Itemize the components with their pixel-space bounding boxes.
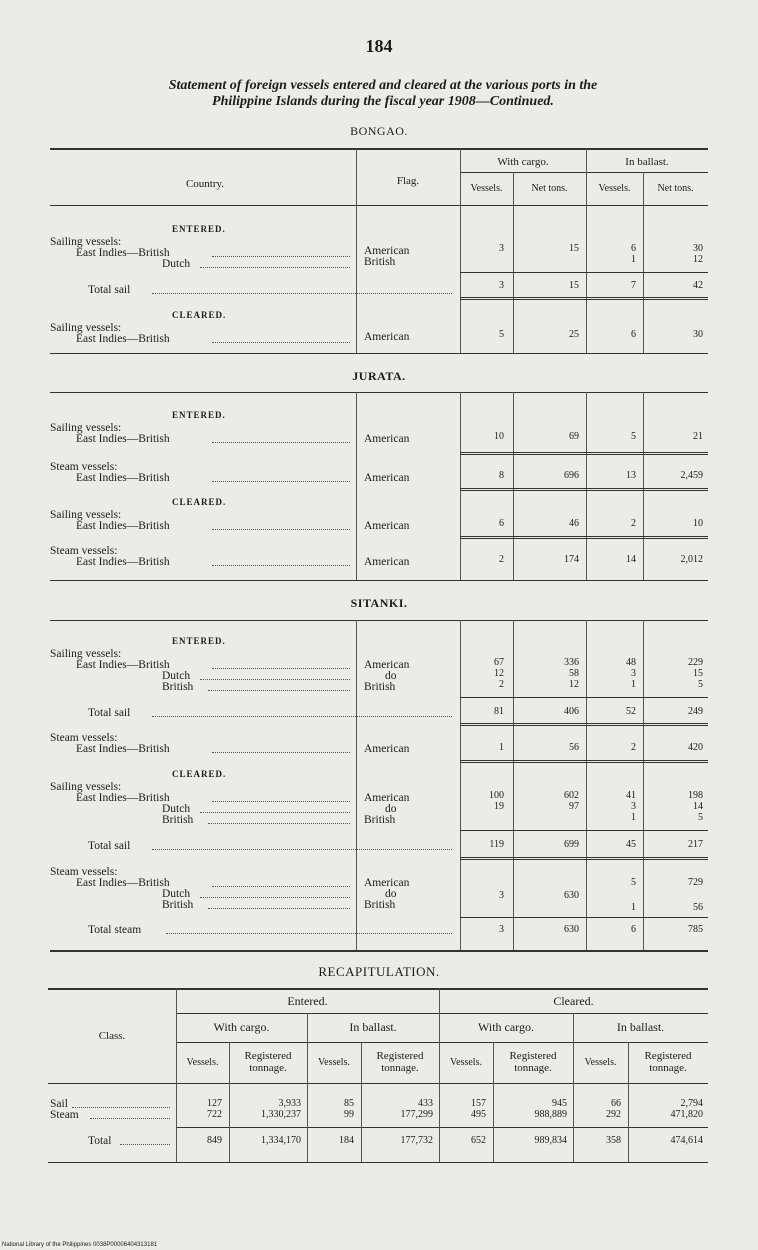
data-cell: 58 — [569, 668, 579, 679]
table-rule — [50, 392, 708, 393]
row-label-total: Total — [88, 1135, 112, 1147]
section-heading-sitanki: SITANKI. — [350, 596, 408, 610]
data-cell: 67 — [494, 657, 504, 668]
section-heading-bongao: BONGAO. — [350, 124, 408, 138]
data-cell: 729 — [688, 877, 703, 888]
header-with-cargo: With cargo. — [478, 1020, 534, 1034]
leader-dots — [90, 1118, 170, 1119]
data-cell: 56 — [693, 902, 703, 913]
data-cell: 30 — [693, 329, 703, 340]
leader-dots — [212, 256, 350, 257]
data-cell: 1 — [631, 679, 636, 690]
data-cell: 21 — [693, 431, 703, 442]
row-label: Sailing vessels: — [50, 509, 122, 521]
header-vessels: Vessels. — [470, 183, 503, 194]
data-cell: 12 — [693, 254, 703, 265]
header-cleared: Cleared. — [553, 994, 594, 1008]
leader-dots — [208, 823, 350, 824]
leader-dots — [212, 886, 350, 887]
data-cell: 1,330,237 — [261, 1109, 301, 1120]
data-cell: 3 — [499, 243, 504, 254]
row-label: East Indies—British — [76, 743, 170, 755]
subheading-entered: ENTERED. — [172, 410, 226, 420]
data-cell: 249 — [688, 706, 703, 717]
data-cell: 13 — [626, 470, 636, 481]
table-rule — [460, 830, 708, 831]
data-cell: 52 — [626, 706, 636, 717]
data-cell: 12 — [569, 679, 579, 690]
leader-dots — [212, 668, 350, 669]
leader-dots — [200, 679, 350, 680]
column-divider — [460, 392, 461, 580]
column-divider — [356, 392, 357, 580]
data-cell: 46 — [569, 518, 579, 529]
data-cell: 2 — [499, 679, 504, 690]
data-cell: 198 — [688, 790, 703, 801]
data-cell: 10 — [494, 431, 504, 442]
header-registered-tonnage — [493, 1050, 573, 1074]
header-vessels: Vessels. — [584, 1057, 617, 1068]
table-rule — [460, 723, 708, 726]
header-line: tonnage. — [514, 1062, 552, 1074]
data-cell: 3 — [499, 890, 504, 901]
row-label: Sailing vessels: — [50, 648, 122, 660]
row-label: Steam vessels: — [50, 732, 118, 744]
header-line: tonnage. — [649, 1062, 687, 1074]
row-label-sail: Sail — [50, 1098, 68, 1110]
table-rule — [460, 536, 708, 539]
header-class: Class. — [98, 1030, 126, 1042]
data-cell: 5 — [631, 877, 636, 888]
data-cell: 8 — [499, 470, 504, 481]
table-rule — [50, 620, 708, 621]
flag-cell: American — [364, 472, 410, 484]
table-rule — [460, 760, 708, 763]
data-cell: 406 — [564, 706, 579, 717]
data-cell: 56 — [569, 742, 579, 753]
data-cell: 69 — [569, 431, 579, 442]
table-rule — [50, 580, 708, 581]
header-vessels: Vessels. — [186, 1057, 219, 1068]
header-with-cargo: With cargo. — [213, 1020, 270, 1034]
header-registered-tonnage — [628, 1050, 708, 1074]
data-cell: 30 — [693, 243, 703, 254]
leader-dots — [212, 481, 350, 482]
data-cell: 1,334,170 — [261, 1135, 301, 1146]
row-label: Sailing vessels: — [50, 322, 122, 334]
data-cell: 5 — [631, 431, 636, 442]
data-cell: 1 — [499, 742, 504, 753]
flag-cell: do — [385, 670, 397, 682]
data-cell: 849 — [207, 1135, 222, 1146]
row-label: Steam vessels: — [50, 545, 118, 557]
flag-cell: American — [364, 743, 410, 755]
row-label: Steam vessels: — [50, 866, 118, 878]
page-number: 184 — [365, 36, 393, 56]
table-rule — [50, 148, 708, 150]
leader-dots — [200, 897, 350, 898]
row-label-steam: Steam — [50, 1109, 79, 1121]
subheading-cleared: CLEARED. — [172, 310, 227, 320]
data-cell: 474,614 — [670, 1135, 703, 1146]
row-label: East Indies—British — [76, 877, 170, 889]
data-cell: 292 — [606, 1109, 621, 1120]
flag-cell: British — [364, 899, 396, 911]
data-cell: 6 — [499, 518, 504, 529]
data-cell: 15 — [569, 243, 579, 254]
data-cell: 2,012 — [680, 554, 703, 565]
header-vessels: Vessels. — [598, 183, 631, 194]
row-label: East Indies—British — [76, 792, 170, 804]
subheading-cleared: CLEARED. — [172, 497, 227, 507]
data-cell: 85 — [344, 1098, 354, 1109]
data-cell: 19 — [494, 801, 504, 812]
leader-dots — [212, 342, 350, 343]
header-in-ballast: In ballast. — [349, 1020, 397, 1034]
leader-dots — [212, 801, 350, 802]
leader-dots — [212, 442, 350, 443]
header-line: Registered — [509, 1050, 557, 1062]
data-cell: 127 — [207, 1098, 222, 1109]
table-rule — [50, 353, 708, 354]
scan-footer: National Library of the Philippines 0038P00006404313181 — [2, 1242, 158, 1248]
data-cell: 5 — [698, 812, 703, 823]
data-cell: 2 — [631, 742, 636, 753]
flag-cell: British — [364, 681, 396, 693]
header-registered-tonnage — [229, 1050, 307, 1074]
data-cell: 48 — [626, 657, 636, 668]
data-cell: 6 — [631, 243, 636, 254]
data-cell: 15 — [693, 668, 703, 679]
leader-dots — [200, 267, 350, 268]
column-divider — [513, 172, 514, 353]
data-cell: 2 — [631, 518, 636, 529]
flag-cell: American — [364, 520, 410, 532]
data-cell: 14 — [626, 554, 636, 565]
section-heading-jurata: JURATA. — [352, 369, 406, 383]
total-label: Total steam — [88, 924, 142, 936]
data-cell: 785 — [688, 924, 703, 935]
data-cell: 177,732 — [400, 1135, 433, 1146]
data-cell: 630 — [564, 890, 579, 901]
data-cell: 722 — [207, 1109, 222, 1120]
leader-dots — [72, 1107, 170, 1108]
data-cell: 157 — [471, 1098, 486, 1109]
table-rule — [176, 1013, 708, 1014]
row-label: East Indies—British — [76, 333, 170, 345]
subheading-entered: ENTERED. — [172, 636, 226, 646]
row-label: Dutch — [162, 888, 191, 900]
data-cell: 99 — [344, 1109, 354, 1120]
header-net-tons: Net tons. — [531, 183, 568, 194]
data-cell: 119 — [489, 839, 504, 850]
leader-dots — [120, 1144, 170, 1145]
data-cell: 3 — [631, 668, 636, 679]
column-divider — [356, 620, 357, 950]
data-cell: 42 — [693, 280, 703, 291]
flag-cell: American — [364, 556, 410, 568]
row-label: Sailing vessels: — [50, 236, 122, 248]
data-cell: 12 — [494, 668, 504, 679]
data-cell: 6 — [631, 329, 636, 340]
table-rule — [460, 917, 708, 918]
data-cell: 336 — [564, 657, 579, 668]
header-vessels: Vessels. — [318, 1057, 350, 1068]
leader-dots — [212, 565, 350, 566]
column-divider — [643, 392, 644, 580]
data-cell: 5 — [499, 329, 504, 340]
row-label: East Indies—British — [76, 247, 170, 259]
data-cell: 3 — [499, 280, 504, 291]
data-cell: 3 — [499, 924, 504, 935]
leader-dots — [152, 849, 452, 850]
row-label: East Indies—British — [76, 472, 170, 484]
data-cell: 14 — [693, 801, 703, 812]
table-rule — [460, 272, 708, 273]
data-cell: 2,459 — [680, 470, 703, 481]
leader-dots — [212, 752, 350, 753]
leader-dots — [166, 933, 452, 934]
data-cell: 1 — [631, 902, 636, 913]
row-label: Dutch — [162, 670, 191, 682]
data-cell: 433 — [418, 1098, 433, 1109]
table-rule — [48, 1083, 708, 1084]
data-cell: 10 — [693, 518, 703, 529]
header-line: tonnage. — [249, 1062, 287, 1074]
data-cell: 81 — [494, 706, 504, 717]
row-label: East Indies—British — [76, 433, 170, 445]
row-label: Sailing vessels: — [50, 781, 122, 793]
data-cell: 1 — [631, 254, 636, 265]
data-cell: 5 — [698, 679, 703, 690]
table-rule — [48, 1162, 708, 1163]
table-rule — [50, 950, 708, 952]
data-cell: 989,834 — [534, 1135, 567, 1146]
leader-dots — [208, 908, 350, 909]
flag-cell: do — [385, 803, 397, 815]
row-label: East Indies—British — [76, 556, 170, 568]
header-in-ballast: In ballast. — [616, 1020, 665, 1034]
header-net-tons: Net tons. — [657, 183, 694, 194]
data-cell: 652 — [471, 1135, 486, 1146]
row-label: British — [162, 681, 194, 693]
data-cell: 1 — [631, 812, 636, 823]
row-label: Sailing vessels: — [50, 422, 122, 434]
header-line: Registered — [644, 1050, 692, 1062]
table-rule — [50, 205, 708, 206]
data-cell: 3 — [631, 801, 636, 812]
flag-cell: American — [364, 245, 410, 257]
flag-cell: American — [364, 877, 410, 889]
data-cell: 2,794 — [680, 1098, 703, 1109]
data-cell: 15 — [569, 280, 579, 291]
header-flag: Flag. — [396, 175, 420, 187]
flag-cell: American — [364, 659, 410, 671]
section-heading-recapitulation: RECAPITULATION. — [318, 964, 440, 979]
table-rule — [460, 172, 708, 173]
row-label: Dutch — [162, 258, 191, 270]
leader-dots — [208, 690, 350, 691]
data-cell: 41 — [626, 790, 636, 801]
data-cell: 217 — [688, 839, 703, 850]
row-label: East Indies—British — [76, 520, 170, 532]
data-cell: 602 — [564, 790, 579, 801]
total-label: Total sail — [88, 840, 131, 852]
flag-cell: British — [364, 814, 396, 826]
header-with-cargo: With cargo. — [497, 156, 549, 168]
data-cell: 3,933 — [278, 1098, 301, 1109]
leader-dots — [212, 529, 350, 530]
data-cell: 696 — [564, 470, 579, 481]
data-cell: 184 — [339, 1135, 354, 1146]
header-line: Registered — [376, 1050, 424, 1062]
row-label: Steam vessels: — [50, 461, 118, 473]
data-cell: 66 — [611, 1098, 621, 1109]
flag-cell: American — [364, 433, 410, 445]
flag-cell: do — [385, 888, 397, 900]
table-rule — [460, 697, 708, 698]
row-label: British — [162, 814, 194, 826]
data-cell: 229 — [688, 657, 703, 668]
page-title-line-2: Philippine Islands during the fiscal year 1908—Continued. — [212, 94, 554, 109]
flag-cell: British — [364, 256, 396, 268]
data-cell: 97 — [569, 801, 579, 812]
data-cell: 6 — [631, 924, 636, 935]
table-rule — [460, 452, 708, 455]
row-label: British — [162, 899, 194, 911]
data-cell: 100 — [489, 790, 504, 801]
total-label: Total sail — [88, 707, 131, 719]
data-cell: 174 — [564, 554, 579, 565]
header-line: tonnage. — [381, 1062, 419, 1074]
table-rule — [460, 297, 708, 300]
column-divider — [513, 392, 514, 580]
leader-dots — [200, 812, 350, 813]
header-vessels: Vessels. — [450, 1057, 482, 1068]
column-divider — [586, 392, 587, 580]
table-rule — [460, 488, 708, 491]
row-label: East Indies—British — [76, 659, 170, 671]
data-cell: 988,889 — [534, 1109, 567, 1120]
data-cell: 420 — [688, 742, 703, 753]
data-cell: 45 — [626, 839, 636, 850]
header-in-ballast: In ballast. — [625, 156, 669, 168]
data-cell: 2 — [499, 554, 504, 565]
data-cell: 699 — [564, 839, 579, 850]
table-rule — [460, 857, 708, 860]
row-label: Dutch — [162, 803, 191, 815]
data-cell: 358 — [606, 1135, 621, 1146]
data-cell: 7 — [631, 280, 636, 291]
header-entered: Entered. — [287, 994, 328, 1008]
total-label: Total sail — [88, 284, 131, 296]
leader-dots — [152, 293, 452, 294]
data-cell: 495 — [471, 1109, 486, 1120]
header-registered-tonnage — [361, 1050, 439, 1074]
subheading-cleared: CLEARED. — [172, 769, 227, 779]
flag-cell: American — [364, 331, 410, 343]
data-cell: 945 — [552, 1098, 567, 1109]
flag-cell: American — [364, 792, 410, 804]
data-cell: 471,820 — [670, 1109, 703, 1120]
header-country: Country. — [185, 178, 225, 190]
data-cell: 25 — [569, 329, 579, 340]
header-line: Registered — [244, 1050, 292, 1062]
page-title-line-1: Statement of foreign vessels entered and cleared at the various ports in the — [168, 78, 598, 93]
data-cell: 177,299 — [400, 1109, 433, 1120]
subheading-entered: ENTERED. — [172, 224, 226, 234]
table-rule — [48, 988, 708, 990]
data-cell: 630 — [564, 924, 579, 935]
leader-dots — [152, 716, 452, 717]
